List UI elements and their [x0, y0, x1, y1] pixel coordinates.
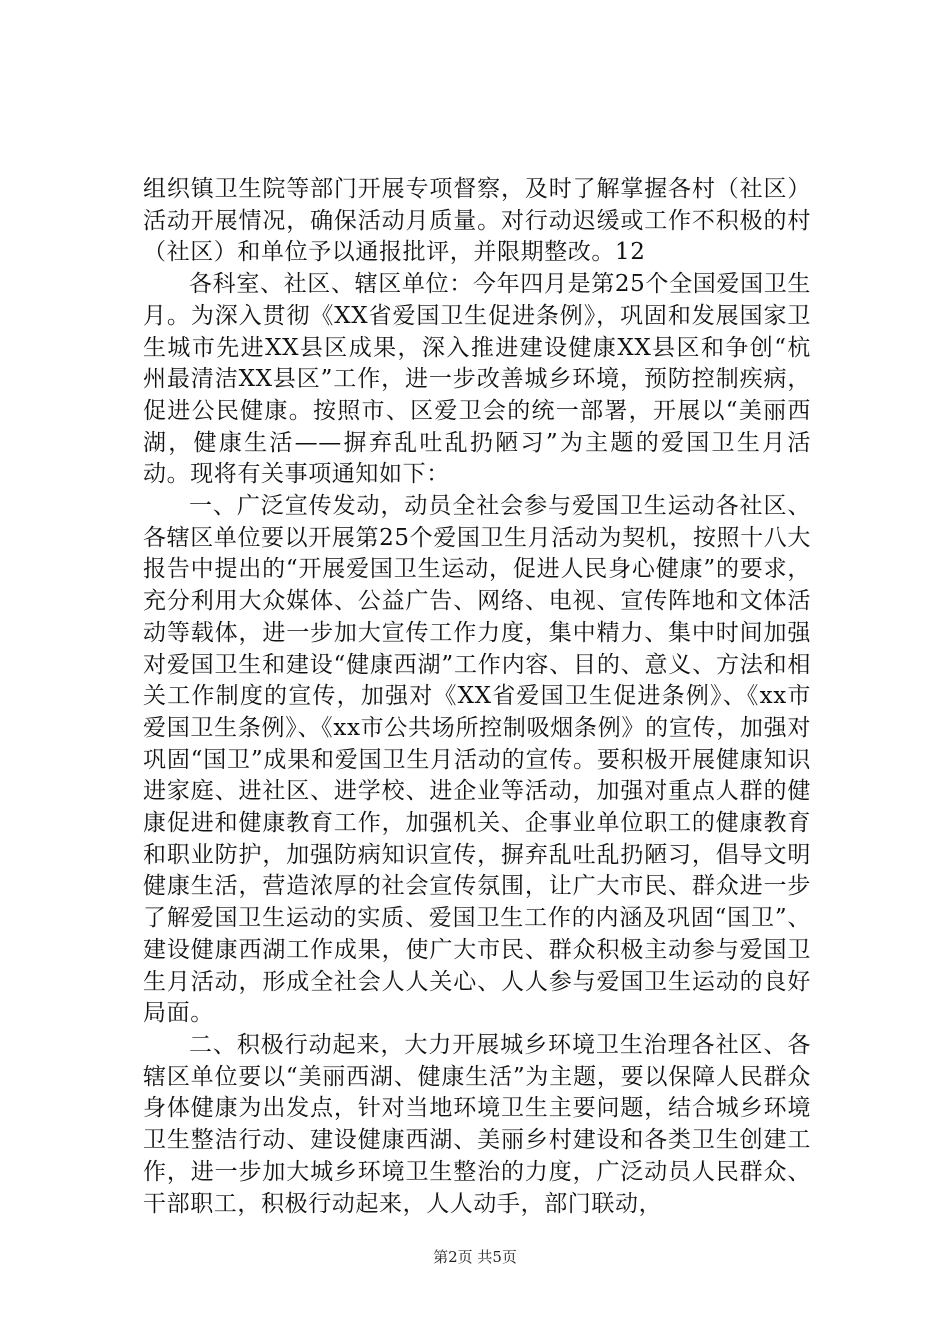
paragraph-section-two: 二、积极行动起来，大力开展城乡环境卫生治理各社区、各辖区单位要以“美丽西湖、健康生活”为主题，要以保障人民群众身体健康为出发点，针对当地环境卫生主要问题，结合城乡环境卫生整洁行动、建设健康西湖、美丽乡村建设和各类卫生创建工作，进一步加大城乡环境卫生整治的力度，广泛动员人民群众、干部职工，积极行动起来，人人动手，部门联动， — [143, 1031, 811, 1217]
paragraph-notice-intro: 各科室、社区、辖区单位：今年四月是第25个全国爱国卫生月。为深入贯彻《XX省爱国卫生促进条例》，巩固和发展国家卫生城市先进XX县区成果，深入推进建设健康XX县区和争创“杭州最清洁XX县区”工作，进一步改善城乡环境，预防控制疾病，促进公民健康。按照市、区爱卫会的统一部署，开展以“美丽西湖，健康生活——摒弃乱吐乱扔陋习”为主题的爱国卫生月活动。现将有关事项通知如下： — [143, 271, 811, 488]
document-body — [143, 174, 811, 1220]
page-footer: 第2页 共5页 — [433, 1248, 517, 1266]
paragraph-section-one: 一、广泛宣传发动，动员全社会参与爱国卫生运动各社区、各辖区单位要以开展第25个爱国卫生月活动为契机，按照十八大报告中提出的“开展爱国卫生运动，促进人民身心健康”的要求，充分利用大众媒体、公益广告、网络、电视、宣传阵地和文体活动等载体，进一步加大宣传工作力度，集中精力、集中时间加强对爱国卫生和建设“健康西湖”工作内容、目的、意义、方法和相关工作制度的宣传，加强对《XX省爱国卫生促进条例》、《xx市爱国卫生条例》、《xx市公共场所控制吸烟条例》的宣传，加强对巩固“国卫”成果和爱国卫生月活动的宣传。要积极开展健康知识进家庭、进社区、进学校、进企业等活动，加强对重点人群的健康促进和健康教育工作，加强机关、企事业单位职工的健康教育和职业防护，加强防病知识宣传，摒弃乱吐乱扔陋习，倡导文明健康生活，营造浓厚的社会宣传氛围，让广大市民、群众进一步了解爱国卫生运动的实质、爱国卫生工作的内涵及巩固“国卫”、建设健康西湖工作成果，使广大市民、群众积极主动参与爱国卫生月活动，形成全社会人人关心、人人参与爱国卫生运动的良好局面。 — [143, 493, 811, 1027]
paragraph-continuation: 组织镇卫生院等部门开展专项督察，及时了解掌握各村（社区）活动开展情况，确保活动月质量。对行动迟缓或工作不积极的村（社区）和单位予以通报批评，并限期整改。12 — [143, 176, 811, 266]
